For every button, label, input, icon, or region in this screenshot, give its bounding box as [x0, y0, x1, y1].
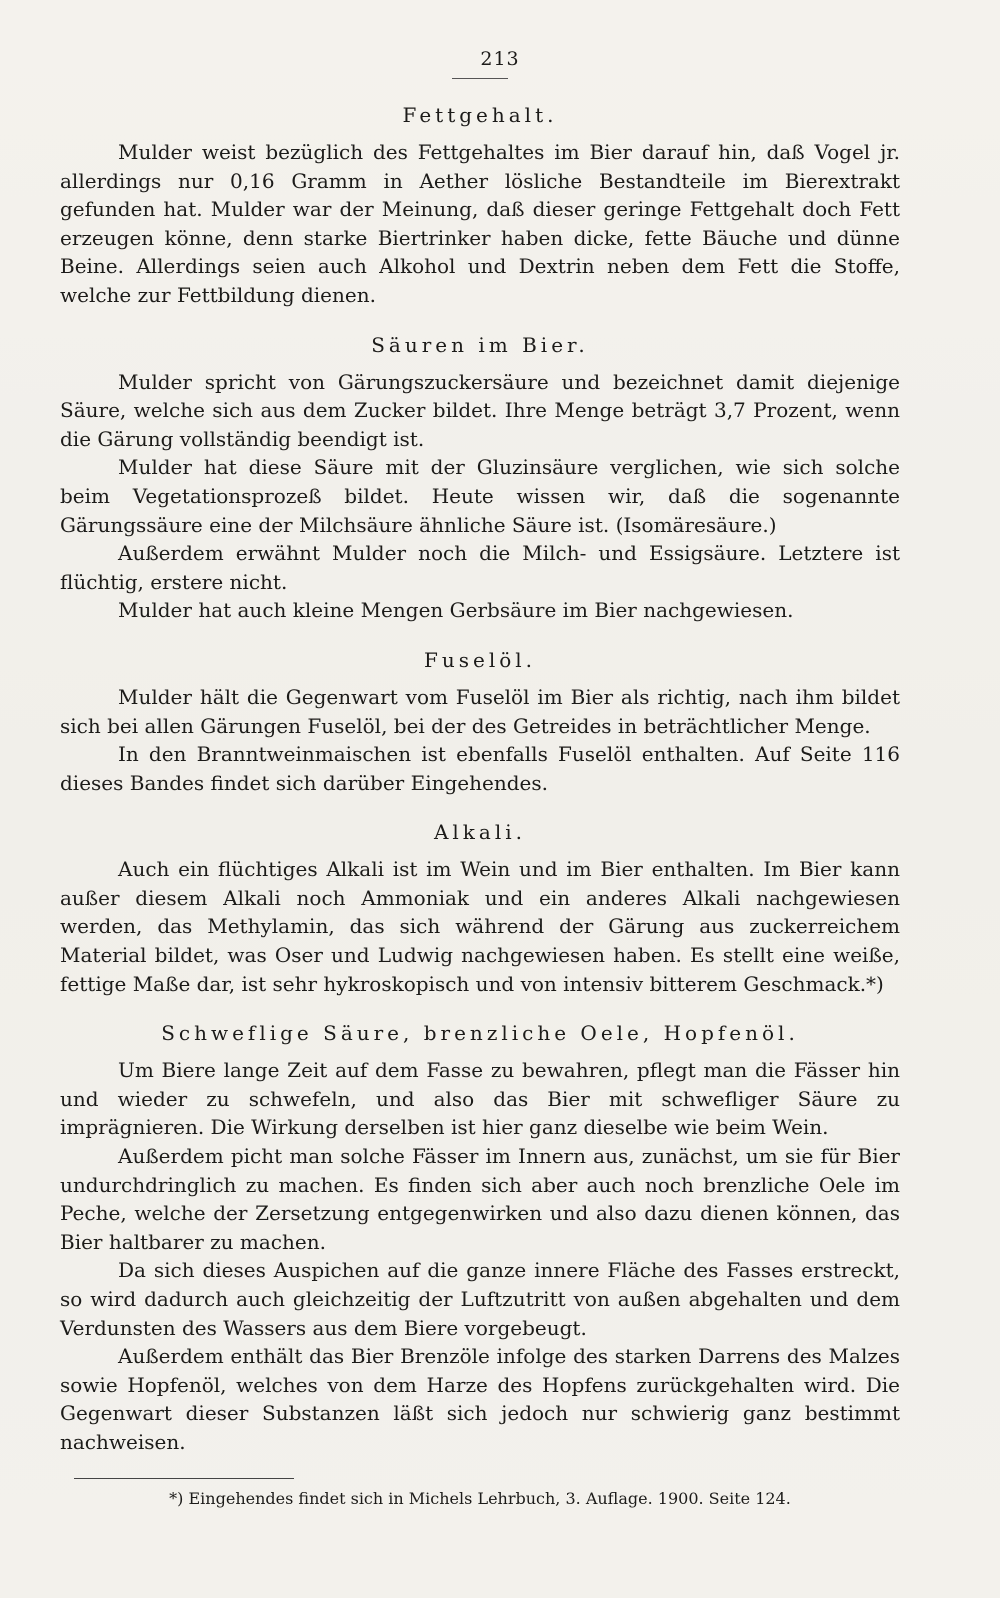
- paragraph: Mulder weist bezüglich des Fettgehaltes im Bier darauf hin, daß Vogel jr. allerdings nur 0,16 Gramm in Aether lösliche Bestandteile im Bierextrakt gefunden hat. Mulder war der Meinung, daß dieser geringe Fettgehalt doch Fett erzeugen könne, denn starke Biertrinker haben dicke, fette Bäuche und dünne Beine. Allerdings seien auch Alkohol und Dextrin neben dem Fett die Stoffe, welche zur Fettbildung dienen.: [60, 140, 900, 307]
- paragraph: Mulder hat diese Säure mit der Gluzinsäure verglichen, wie sich solche beim Vegetationsprozeß bildet. Heute wissen wir, daß die sogenannte Gärungssäure eine der Milchsäure ähnliche Säure ist. (Isomäresäure.): [60, 455, 900, 537]
- paragraph: In den Branntweinmaischen ist ebenfalls Fuselöl enthalten. Auf Seite 116 dieses Bandes findet sich darüber Eingehendes.: [60, 742, 900, 795]
- paragraph: Um Biere lange Zeit auf dem Fasse zu bewahren, pflegt man die Fässer hin und wieder zu schwefeln, und also das Bier mit schwefliger Säure zu imprägnieren. Die Wirkung derselben ist hier ganz dieselbe wie beim Wein.: [60, 1058, 900, 1140]
- paragraph: Mulder hält die Gegenwart vom Fuselöl im Bier als richtig, nach ihm bildet sich bei allen Gärungen Fuselöl, bei der des Getreides in beträchtlicher Menge.: [60, 684, 900, 738]
- paragraph: Mulder hat auch kleine Mengen Gerbsäure im Bier nachgewiesen.: [118, 598, 794, 623]
- section-heading-fuseloel: Fuselöl.: [423, 647, 537, 672]
- page-number-rule: [452, 78, 508, 79]
- footnote-rule: [74, 1478, 294, 1479]
- body-text: [60, 100, 900, 1457]
- section-heading-fettgehalt: Fettgehalt.: [402, 103, 558, 127]
- page-number: 213: [480, 48, 520, 70]
- section-heading-saeuren: Säuren im Bier.: [371, 332, 589, 357]
- paragraph: Mulder spricht von Gärungszuckersäure und bezeichnet damit diejenige Säure, welche sich aus dem Zucker bildet. Ihre Menge beträgt 3,7 Prozent, wenn die Gärung vollständig beendigt ist.: [60, 369, 900, 451]
- paragraph: Außerdem picht man solche Fässer im Innern aus, zunächst, um sie für Bier undurchdringlich zu machen. Es finden sich aber auch noch brenzliche Oele im Peche, welche der Zersetzung entgegenwirken und also dazu dienen können, das Bier haltbarer zu machen.: [60, 1144, 900, 1254]
- section-heading-alkali: Alkali.: [433, 820, 527, 845]
- footnote: *) Eingehendes findet sich in Michels Lehrbuch, 3. Auflage. 1900. Seite 124.: [169, 1489, 791, 1508]
- paragraph: Außerdem enthält das Bier Brenzöle infolge des starken Darrens des Malzes sowie Hopfenöl, welches von dem Harze des Hopfens zurückgehalten wird. Die Gegenwart dieser Substanzen läßt sich jedoch nur schwierig ganz bestimmt nachweisen.: [60, 1344, 900, 1454]
- paragraph: Auch ein flüchtiges Alkali ist im Wein und im Bier enthalten. Im Bier kann außer diesem Alkali noch Ammoniak und ein anderes Alkali nachgewiesen werden, das Methylamin, das sich während der Gärung aus zuckerreichem Material bildet, was Oser und Ludwig nachgewiesen haben. Es stellt eine weiße, fettige Maße dar, ist sehr hykroskopisch und von intensiv bitterem Geschmack.*): [60, 857, 900, 996]
- section-heading-schweflige-saeure: Schweflige Säure, brenzliche Oele, Hopfenöl.: [161, 1021, 799, 1046]
- paragraph: Außerdem erwähnt Mulder noch die Milch- und Essigsäure. Letztere ist flüchtig, erstere nicht.: [60, 541, 900, 594]
- paragraph: Da sich dieses Auspichen auf die ganze innere Fläche des Fasses erstreckt, so wird dadurch auch gleichzeitig der Luftzutritt von außen abgehalten und dem Verdunsten des Wassers aus dem Biere vorgebeugt.: [60, 1258, 900, 1340]
